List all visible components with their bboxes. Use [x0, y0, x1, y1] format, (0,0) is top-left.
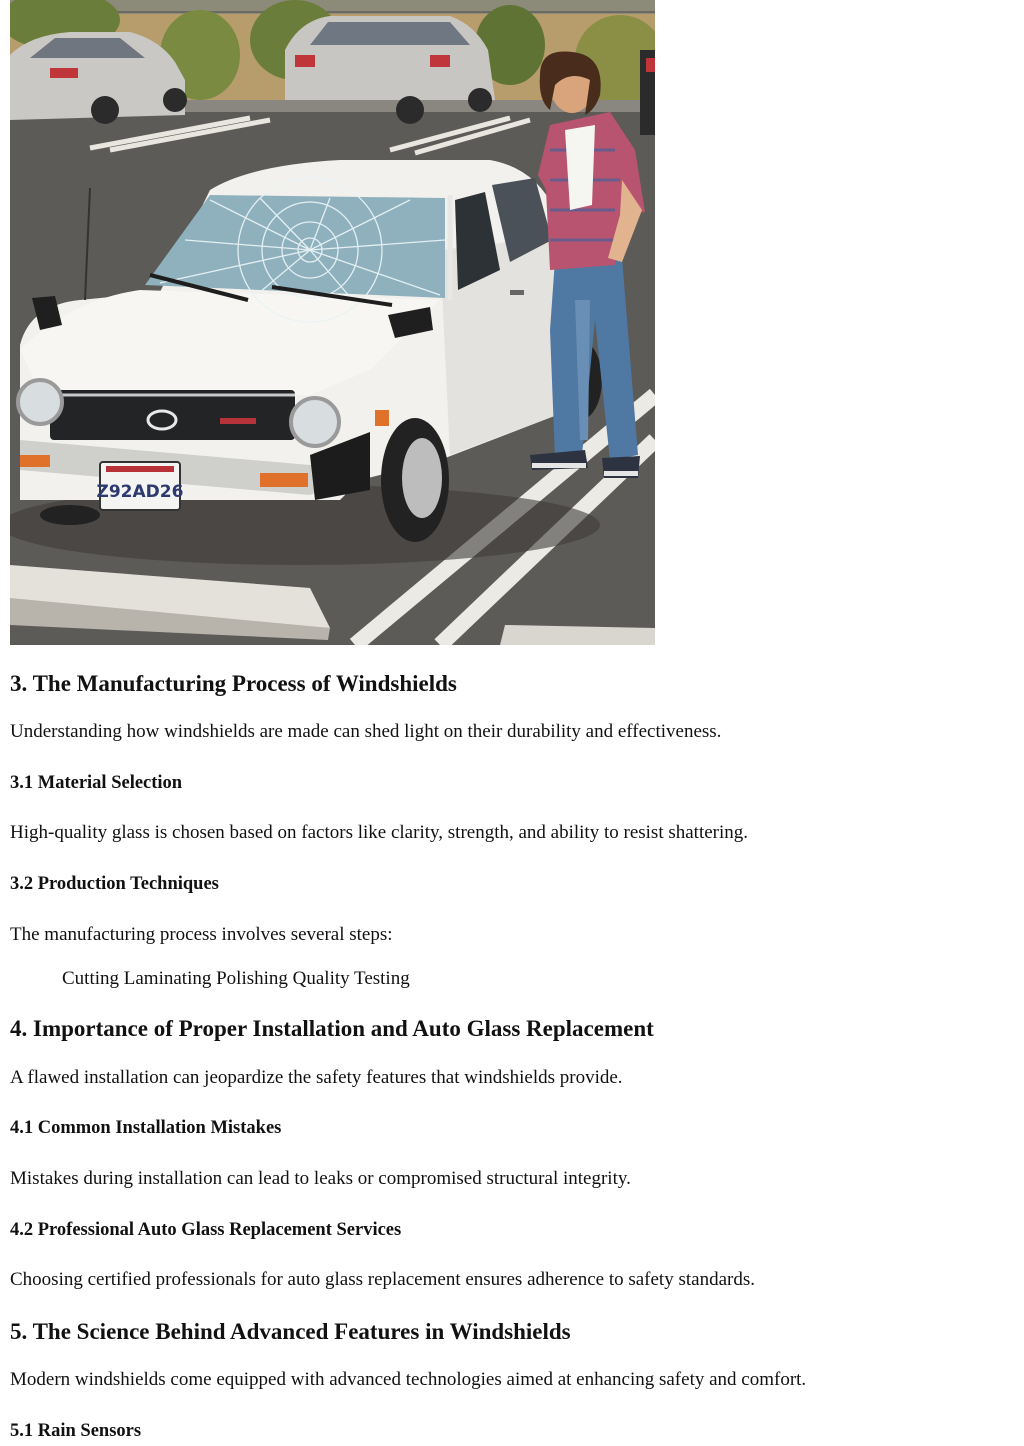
- section-4-2-heading: 4.2 Professional Auto Glass Replacement Services: [10, 1220, 402, 1240]
- section-4-1-heading: 4.1 Common Installation Mistakes: [10, 1118, 282, 1138]
- section-4-heading: 4. Importance of Proper Installation and Auto Glass Replacement: [10, 1016, 654, 1041]
- broken-windshield-illustration: [10, 0, 655, 645]
- section-3-intro: Understanding how windshields are made can shed light on their durability and effectiveness.: [10, 721, 722, 742]
- section-5-heading: 5. The Science Behind Advanced Features in Windshields: [10, 1319, 571, 1344]
- article: [10, 0, 1014, 1441]
- svg-text:Z92AD26: Z92AD26: [96, 482, 184, 502]
- hero-image: [10, 0, 655, 645]
- section-5-1-heading: 5.1 Rain Sensors: [10, 1421, 142, 1441]
- section-3-heading: 3. The Manufacturing Process of Windshields: [10, 671, 457, 696]
- production-steps-list: Cutting Laminating Polishing Quality Testing: [62, 968, 410, 989]
- section-4-intro: A flawed installation can jeopardize the safety features that windshields provide.: [10, 1067, 623, 1088]
- section-3-2-text: The manufacturing process involves several steps:: [10, 924, 393, 945]
- section-4-2-text: Choosing certified professionals for auto glass replacement ensures adherence to safety standards.: [10, 1269, 755, 1290]
- section-3-2-heading: 3.2 Production Techniques: [10, 874, 219, 894]
- section-5-intro: Modern windshields come equipped with advanced technologies aimed at enhancing safety and comfort.: [10, 1369, 807, 1390]
- section-3-1-text: High-quality glass is chosen based on factors like clarity, strength, and ability to resist shattering.: [10, 822, 749, 843]
- section-4-1-text: Mistakes during installation can lead to leaks or compromised structural integrity.: [10, 1168, 631, 1189]
- parked-car-right-edge: [640, 50, 655, 135]
- section-3-1-heading: 3.1 Material Selection: [10, 773, 183, 793]
